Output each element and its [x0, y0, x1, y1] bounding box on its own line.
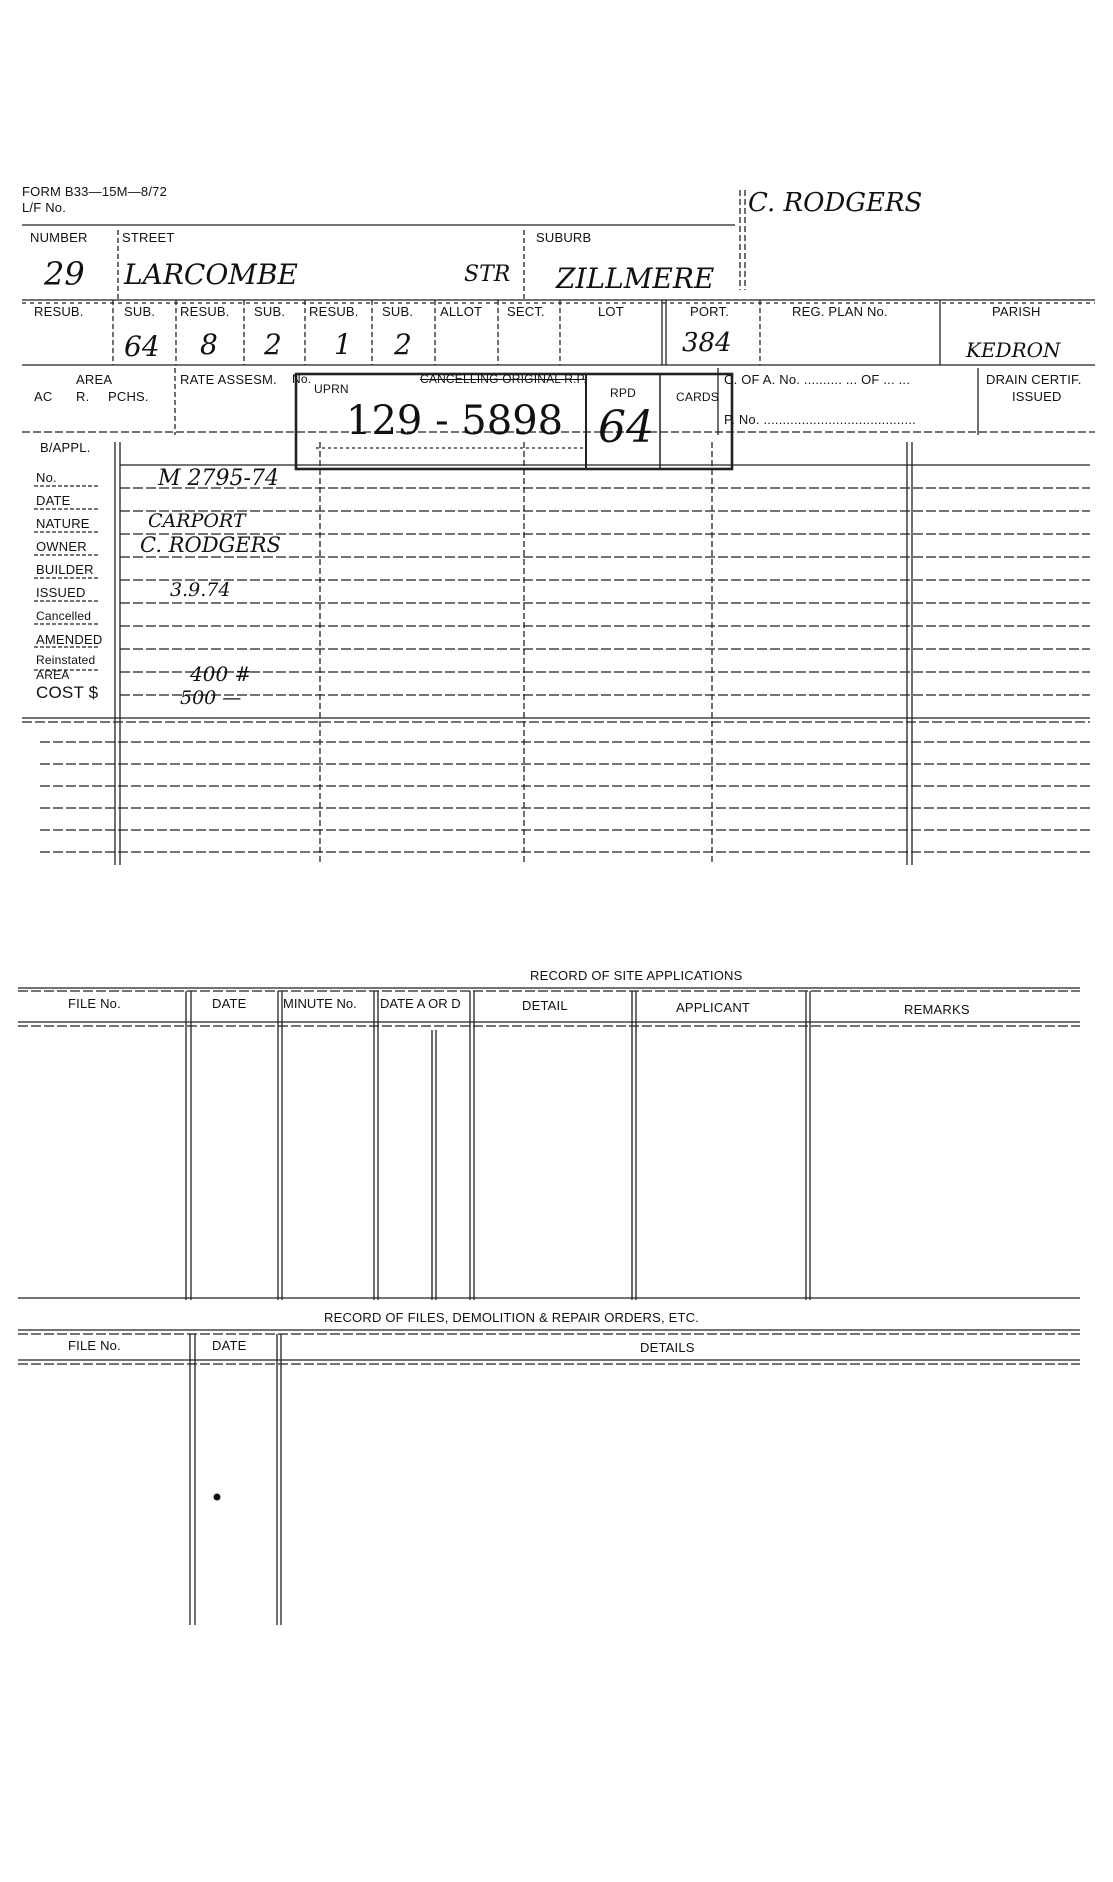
parish-value: KEDRON — [966, 338, 1061, 362]
sub-value: 64 — [124, 330, 160, 363]
cancelling-label: CANCELLING ORIGINAL R.P. — [420, 372, 587, 386]
uprn-value: 129 - 5898 — [346, 398, 564, 444]
files-record-title: RECORD OF FILES, DEMOLITION & REPAIR ORDERS, ETC. — [324, 1310, 700, 1325]
ac-label: AC — [34, 389, 53, 404]
resub-label: RESUB. — [34, 304, 84, 319]
bappl-label-builder: BUILDER — [36, 562, 94, 577]
rpd-value: 64 — [598, 402, 654, 453]
p-no-label: P. No. ........................................ — [724, 412, 916, 427]
site-applications-title: RECORD OF SITE APPLICATIONS — [530, 968, 743, 983]
bappl-label-cancelled: Cancelled — [36, 609, 92, 623]
lot-label: LOT — [598, 304, 624, 319]
bappl-label-reinstated: Reinstated — [36, 653, 96, 667]
parish-label: PARISH — [992, 304, 1041, 319]
files-col-date: DATE — [212, 1338, 247, 1353]
sub-label: SUB. — [124, 304, 156, 319]
site-col-date: DATE — [212, 996, 247, 1011]
address-suburb: ZILLMERE — [556, 262, 715, 295]
bappl-label-nature: NATURE — [36, 516, 90, 531]
resub2-value: 1 — [334, 328, 352, 361]
r-label: R. — [76, 389, 90, 404]
site-col-detail: DETAIL — [522, 998, 568, 1013]
lf-number-label: L/F No. — [22, 200, 67, 215]
bappl-label-issued: ISSUED — [36, 585, 86, 600]
resub2-label: RESUB. — [180, 304, 230, 319]
address-number: 29 — [44, 255, 85, 293]
site-col-remarks: REMARKS — [904, 1002, 970, 1017]
port-value: 384 — [682, 328, 732, 358]
area-label: AREA — [76, 372, 113, 387]
bappl-value-owner: C. RODGERS — [140, 533, 281, 557]
bappl-label-cost: COST $ — [36, 683, 99, 702]
sub3-label: SUB. — [382, 304, 414, 319]
bappl-value-area: 400 # — [190, 662, 252, 686]
address-street: LARCOMBE — [124, 258, 298, 291]
suburb-label: SUBURB — [536, 230, 592, 245]
street-label: STREET — [122, 230, 175, 245]
drain-issued-label: ISSUED — [1012, 389, 1062, 404]
allot-label: ALLOT — [440, 304, 483, 319]
c-of-a-label: C. OF A. No. .......... ... OF ... ... — [724, 372, 911, 387]
resub-value: 8 — [200, 328, 218, 361]
bappl-label-no: No. — [36, 470, 57, 485]
form-code: FORM B33—15M—8/72 — [22, 184, 168, 199]
sub2-value: 2 — [264, 328, 282, 361]
drain-certif-label: DRAIN CERTIF. — [986, 372, 1082, 387]
uprn-label: UPRN — [314, 382, 349, 396]
site-col-minute-no: MINUTE No. — [283, 996, 357, 1011]
files-col-details: DETAILS — [640, 1340, 695, 1355]
bappl-label-area: AREA — [36, 668, 70, 682]
pchs-label: PCHS. — [108, 389, 149, 404]
bappl-label-date: DATE — [36, 493, 71, 508]
reg-plan-label: REG. PLAN No. — [792, 304, 888, 319]
sub2-label: SUB. — [254, 304, 286, 319]
sub3-value: 2 — [394, 328, 412, 361]
site-col-file-no: FILE No. — [68, 996, 121, 1011]
bappl-label-amended: AMENDED — [36, 632, 103, 647]
bappl-value-issued: 3.9.74 — [170, 579, 231, 601]
bappl-label-owner: OWNER — [36, 539, 87, 554]
no-label: No. — [292, 372, 312, 386]
bappl-value-cost: 500 — — [180, 687, 242, 709]
rpd-label: RPD — [610, 386, 636, 400]
bappl-value-nature: CARPORT — [148, 510, 246, 532]
site-col-date-a-or-d: DATE A OR D — [380, 996, 461, 1011]
files-col-file-no: FILE No. — [68, 1338, 121, 1353]
number-label: NUMBER — [30, 230, 88, 245]
sect-label: SECT. — [507, 304, 545, 319]
cards-label: CARDS — [676, 390, 720, 404]
street-type: STR — [464, 262, 511, 287]
site-col-applicant: APPLICANT — [676, 1000, 751, 1015]
bappl-value-no: M 2795-74 — [158, 466, 279, 491]
rate-assess-label: RATE ASSESM. — [180, 372, 277, 387]
owner-header: C. RODGERS — [748, 188, 923, 218]
resub3-label: RESUB. — [309, 304, 359, 319]
bappl-heading: B/APPL. — [40, 440, 91, 455]
port-label: PORT. — [690, 304, 730, 319]
